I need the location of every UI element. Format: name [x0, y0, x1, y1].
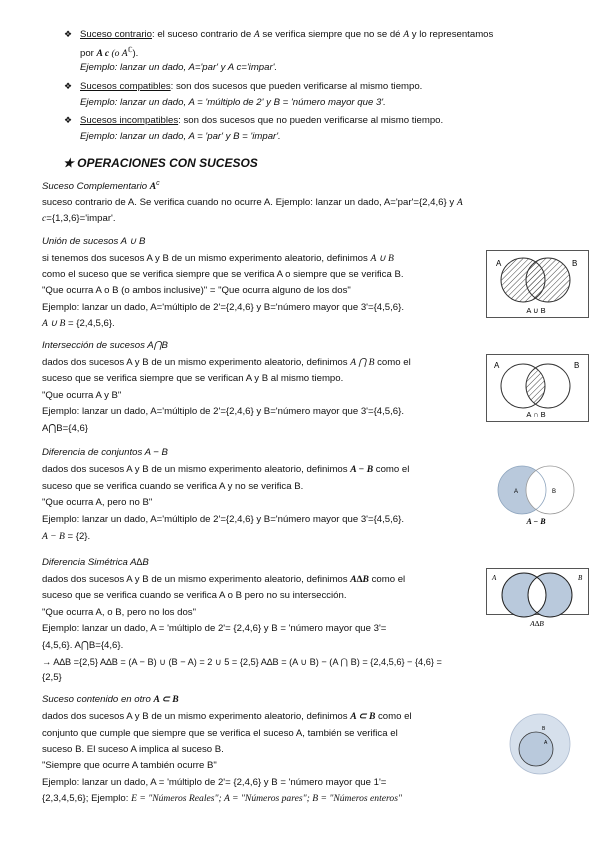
type-contrario-example: Ejemplo: lanzar un dado, A='par' y A c='impar'. [80, 62, 278, 73]
venn-label-b: B [572, 259, 578, 268]
venn-caption: A − B [526, 517, 546, 526]
type-compatibles-line1: Sucesos compatibles: son dos sucesos que pueden verificarse al mismo tiempo. [80, 81, 423, 92]
intersection-line3: "Que ocurra A y B" [42, 390, 122, 401]
star-icon: ★ [63, 156, 74, 170]
symdiff-line4: Ejemplo: lanzar un dado, A = 'múltiplo de 2'= {2,4,6} y B = 'número mayor que 3'= [42, 623, 387, 634]
venn-caption: A ∩ B [526, 410, 546, 419]
subset-line5: Ejemplo: lanzar un dado, A = 'múltiplo de 2'= {2,4,6} y B = 'número mayor que 1'= [42, 777, 387, 788]
venn-intersection-diagram [486, 354, 589, 422]
type-incompatibles-line1: Sucesos incompatibles: son dos sucesos que no pueden verificarse al mismo tiempo. [80, 115, 444, 126]
bullet-diamond-icon: ❖ [64, 115, 73, 125]
venn-union-diagram [486, 250, 589, 318]
venn-label-a: A [544, 740, 548, 746]
venn-label-a: A [492, 574, 497, 582]
subset-line4: "Siempre que ocurre A también ocurre B" [42, 760, 217, 771]
venn-symdiff-diagram [486, 568, 589, 630]
venn-subset-diagram [508, 712, 572, 776]
subset-line1: dados dos sucesos A y B de un mismo experimento aleatorio, definimos A ⊂ B como el [42, 711, 412, 722]
symdiff-line6: → A∆B ={2,5} A∆B = (A − B) ∪ (B − A) = 2 ∪ 5 = {2,5} A∆B = (A ∪ B) − (A ⋂ B) = {2,4,5,6} − {4,6} = [42, 657, 442, 667]
type-incompatibles-example: Ejemplo: lanzar un dado, A = 'par' y B = 'impar'. [80, 131, 281, 142]
venn-label-b: B [574, 361, 580, 370]
symdiff-line2: suceso que se verifica cuando se verifica A o B pero no su intersección. [42, 590, 347, 601]
symdiff-line5: {4,5,6}. A⋂B={4,6}. [42, 640, 124, 651]
subset-title: Suceso contenido en otro A ⊂ B [42, 694, 179, 705]
subset-line2: conjunto que cumple que siempre que se verifica el suceso A, también se verifica el [42, 728, 398, 739]
bullet-diamond-icon: ❖ [64, 81, 73, 91]
venn-caption: A∆B [530, 619, 544, 628]
venn-label-b: B [542, 726, 546, 732]
venn-caption: A ∪ B [526, 306, 546, 315]
venn-label-b: B [552, 489, 557, 495]
complement-line2: c={1,3,6}='impar'. [42, 213, 116, 224]
symdiff-line7: {2,5} [42, 672, 62, 683]
venn-label-a: A [514, 489, 519, 495]
type-contrario-line2: por A c (o $A^ℂ$). [80, 47, 139, 60]
venn-difference-diagram [490, 460, 586, 528]
union-line1: si tenemos dos sucesos A y B de un mismo experimento aleatorio, definimos A ∪ B [42, 253, 394, 264]
section-heading: ★ OPERACIONES CON SUCESOS [63, 156, 258, 170]
intersection-line1: dados dos sucesos A y B de un mismo experimento aleatorio, definimos A ⋂ B como el [42, 357, 411, 368]
type-contrario-line1: Suceso contrario: el suceso contrario de A se verifica siempre que no se dé A y lo representamos [80, 29, 494, 40]
symdiff-line1: dados dos sucesos A y B de un mismo experimento aleatorio, definimos A∆B como el [42, 574, 406, 585]
intersection-line4: Ejemplo: lanzar un dado, A='múltiplo de 2'={2,4,6} y B='número mayor que 3'={4,5,6}. [42, 406, 405, 417]
subset-line6: {2,3,4,5,6}; Ejemplo: E = "Números Reales"; A = "Números pares"; B = "Números enteros" [42, 793, 402, 804]
venn-label-a: A [496, 259, 502, 268]
intersection-title: Intersección de sucesos A⋂B [42, 340, 168, 351]
symdiff-line3: "Que ocurra A, o B, pero no los dos" [42, 607, 197, 618]
intersection-line2: suceso que se verifica siempre que se verifican A y B al mismo tiempo. [42, 373, 344, 384]
union-line2: como el suceso que se verifica siempre que se verifica A o siempre que se verifica B. [42, 269, 404, 280]
complement-line1: suceso contrario de A. Se verifica cuando no ocurre A. Ejemplo: lanzar un dado, A='par'={2,4,6} y A [42, 197, 463, 208]
union-line3: "Que ocurra A o B (o ambos inclusive)" = "Que ocurra alguno de los dos" [42, 285, 351, 296]
difference-line5: A − B = {2}. [42, 531, 91, 542]
venn-circle-a [519, 732, 553, 766]
bullet-diamond-icon: ❖ [64, 29, 73, 39]
difference-line4: Ejemplo: lanzar un dado, A='múltiplo de 2'={2,4,6} y B='número mayor que 3'={4,5,6}. [42, 514, 405, 525]
venn-circle-b [526, 258, 570, 302]
union-line4: Ejemplo: lanzar un dado, A='múltiplo de 2'={2,4,6} y B='número mayor que 3'={4,5,6}. [42, 302, 405, 313]
difference-title: Diferencia de conjuntos A − B [42, 447, 168, 458]
difference-line3: "Que ocurra A, pero no B" [42, 497, 153, 508]
venn-label-b: B [578, 574, 583, 582]
difference-line1: dados dos sucesos A y B de un mismo experimento aleatorio, definimos A − B como el [42, 464, 410, 475]
difference-line2: suceso que se verifica cuando se verifica A y no se verifica B. [42, 481, 304, 492]
symdiff-title: Diferencia Simétrica A∆B [42, 557, 149, 568]
complement-title: Suceso Complementario $A^c$ [42, 180, 160, 193]
union-title: Unión de sucesos A ∪ B [42, 236, 146, 247]
type-compatibles-example: Ejemplo: lanzar un dado, A = 'múltiplo de 2' y B = 'número mayor que 3'. [80, 97, 386, 108]
subset-line3: suceso B. El suceso A implica al suceso B. [42, 744, 224, 755]
intersection-line5: A⋂B={4,6} [42, 423, 89, 434]
union-line5: A ∪ B = {2,4,5,6}. [42, 318, 115, 329]
venn-label-a: A [494, 361, 500, 370]
